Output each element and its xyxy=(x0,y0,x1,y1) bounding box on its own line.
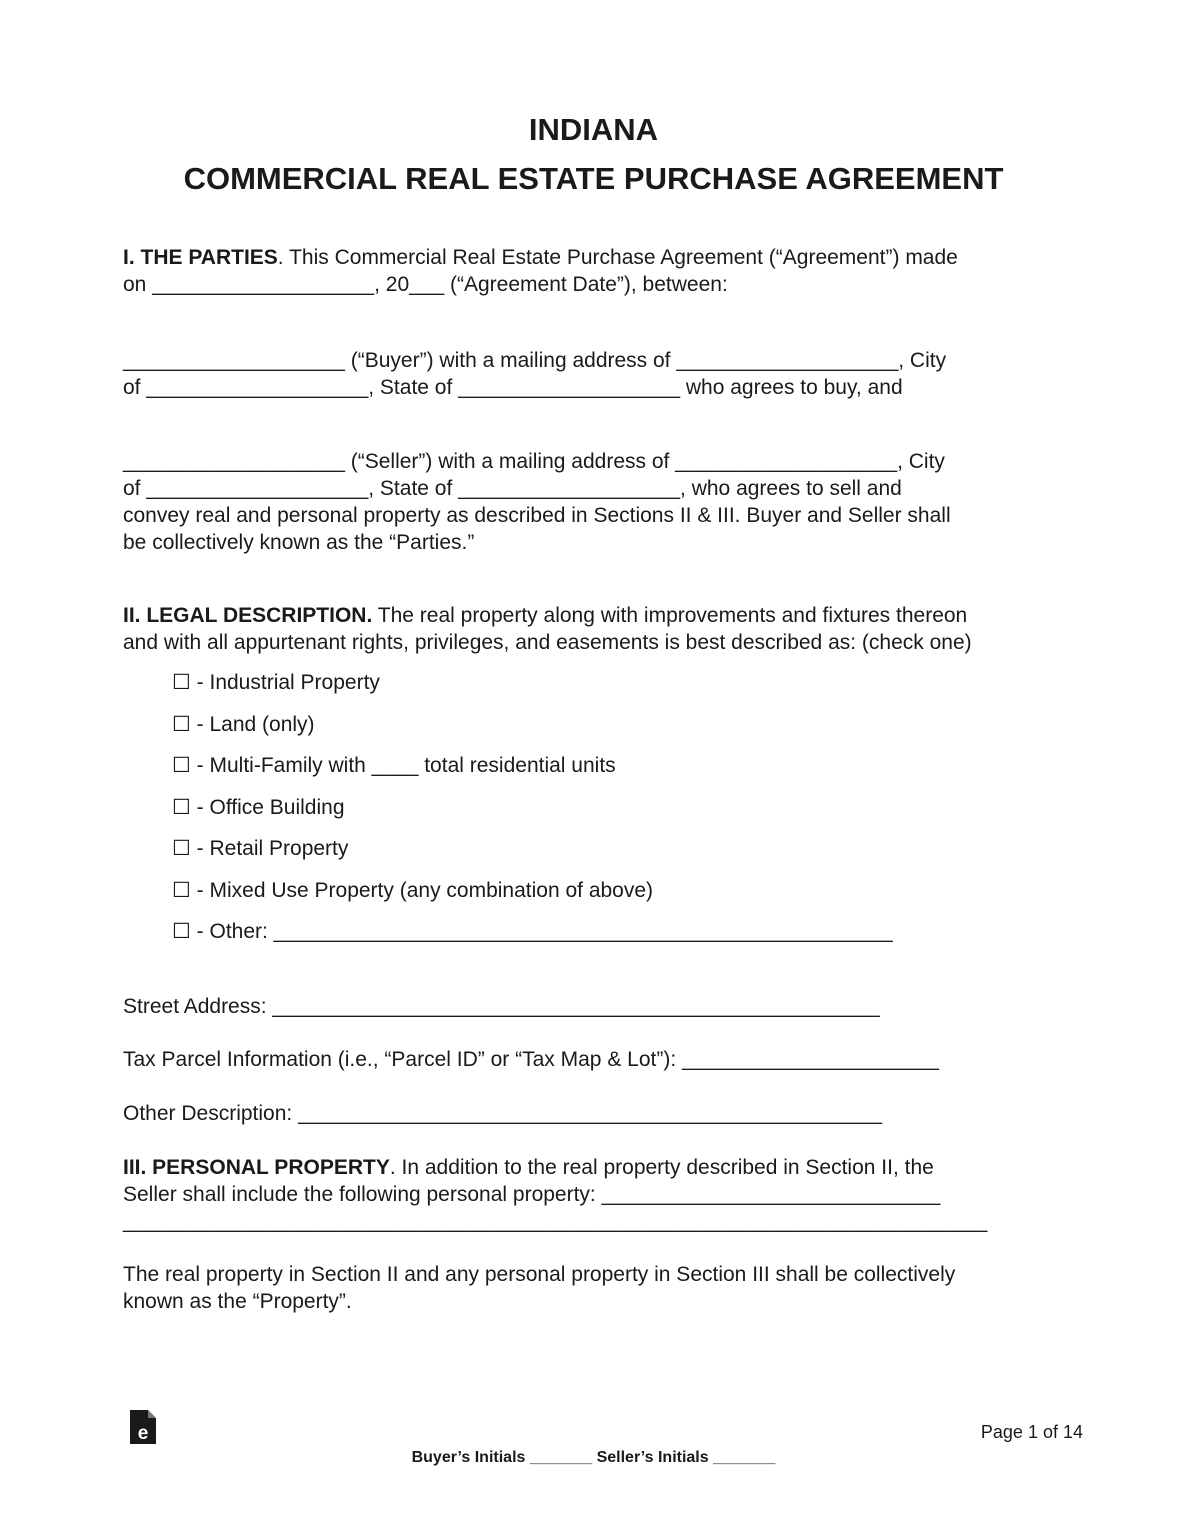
section-legal-heading: II. LEGAL DESCRIPTION. xyxy=(123,604,373,627)
property-type-checklist xyxy=(172,668,893,959)
buyer-line-1: ___________________ (“Buyer”) with a mailing address of ___________________, City xyxy=(123,349,947,372)
seller-line-4: be collectively known as the “Parties.” xyxy=(123,531,475,554)
buyer-line-2: of ___________________, State of ___________________ who agrees to buy, and xyxy=(123,376,903,399)
section-parties-intro xyxy=(123,244,1083,298)
document-title: COMMERCIAL REAL ESTATE PURCHASE AGREEMENT xyxy=(183,161,1004,196)
property-definition-line-1: The real property in Section II and any personal property in Section III shall be collectively xyxy=(123,1263,956,1286)
personal-property-field-2[interactable]: __________________________________________________________________________ xyxy=(123,1210,988,1233)
section-legal-text: The real property along with improvements and fixtures thereon xyxy=(372,604,968,627)
street-address-field[interactable]: Street Address: ____________________________________________________ xyxy=(123,995,880,1018)
checkbox-office-building[interactable]: ☐ - Office Building xyxy=(172,795,345,819)
section-parties-heading: I. THE PARTIES xyxy=(123,246,278,269)
checkbox-mixed-use[interactable]: ☐ - Mixed Use Property (any combination of above) xyxy=(172,878,654,902)
property-definition-line-2: known as the “Property”. xyxy=(123,1290,352,1313)
seller-line-1: ___________________ (“Seller”) with a mailing address of ___________________, City xyxy=(123,450,945,473)
checkbox-retail-property[interactable]: ☐ - Retail Property xyxy=(172,837,349,860)
section-personal-property xyxy=(123,1154,1083,1235)
agreement-date-line: on ___________________, 20___ (“Agreement Date”), between: xyxy=(123,273,728,296)
seller-line-3: convey real and personal property as described in Sections II & III. Buyer and Seller shall xyxy=(123,504,951,527)
section-legal-text-2: and with all appurtenant rights, privileges, and easements is best described as: (check one) xyxy=(123,631,972,654)
section-personal-text: . In addition to the real property described in Section II, the xyxy=(389,1156,934,1179)
personal-property-field[interactable]: Seller shall include the following personal property: _____________________________ xyxy=(123,1183,941,1206)
section-legal-description xyxy=(123,602,1083,656)
property-definition xyxy=(123,1261,1083,1315)
seller-line-2: of ___________________, State of ___________________, who agrees to sell and xyxy=(123,477,902,500)
checkbox-land-only[interactable]: ☐ - Land (only) xyxy=(172,712,315,736)
document-state-heading: INDIANA xyxy=(528,112,659,147)
other-description-field[interactable]: Other Description: __________________________________________________ xyxy=(123,1102,883,1125)
document-e-icon xyxy=(129,1409,157,1445)
checkbox-other[interactable]: ☐ - Other: _____________________________________________________ xyxy=(172,920,893,943)
seller-block xyxy=(123,448,1083,556)
checkbox-multi-family[interactable]: ☐ - Multi-Family with ____ total residential units xyxy=(172,754,616,777)
initials-line[interactable]: Buyer’s Initials _______ Seller’s Initials _______ xyxy=(411,1449,776,1466)
page-number: Page 1 of 14 xyxy=(980,1422,1083,1442)
checkbox-industrial-property[interactable]: ☐ - Industrial Property xyxy=(172,671,380,694)
tax-parcel-field[interactable]: Tax Parcel Information (i.e., “Parcel ID” or “Tax Map & Lot”): ______________________ xyxy=(123,1048,939,1071)
section-parties-text: . This Commercial Real Estate Purchase Agreement (“Agreement”) made xyxy=(277,246,958,269)
section-personal-heading: III. PERSONAL PROPERTY xyxy=(123,1156,390,1179)
buyer-block xyxy=(123,347,1083,401)
svg-text:e: e xyxy=(137,1423,149,1444)
